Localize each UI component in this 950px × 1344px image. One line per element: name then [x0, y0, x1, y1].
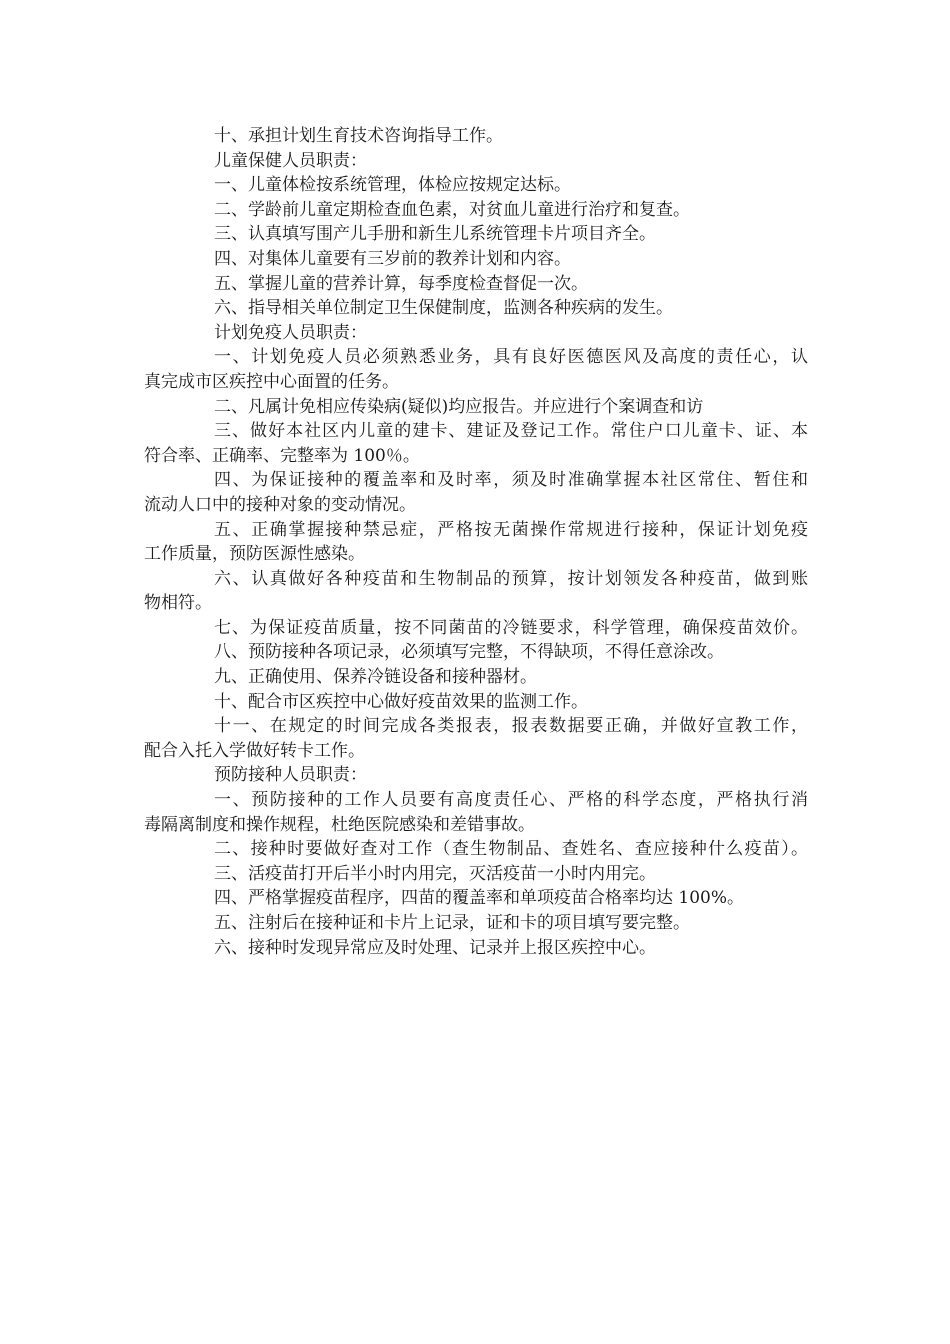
section-heading-vaccination: 预防接种人员职责：	[214, 765, 367, 786]
document-body	[144, 124, 808, 960]
text-line: 一、预防接种的工作人员要有高度责任心、严格的科学态度，严格执行消	[214, 790, 808, 811]
text-line: 二、学龄前儿童定期检查血色素，对贫血儿童进行治疗和复查。	[214, 199, 690, 220]
section-heading-immunization: 计划免疫人员职责：	[214, 322, 367, 343]
text-line: 七、为保证疫苗质量，按不同菌苗的冷链要求，科学管理，确保疫苗效价。	[214, 617, 808, 638]
section-heading-child-health: 儿童保健人员职责：	[214, 150, 367, 171]
text-line: 六、接种时发现异常应及时处理、记录并上报区疾控中心。	[214, 937, 656, 958]
text-line: 三、认真填写围产儿手册和新生儿系统管理卡片项目齐全。	[214, 224, 656, 245]
text-line: 三、做好本社区内儿童的建卡、建证及登记工作。常住户口儿童卡、证、本	[214, 421, 808, 442]
text-line: 二、接种时要做好查对工作（查生物制品、查姓名、查应接种什么疫苗）。	[214, 839, 808, 860]
text-line: 物相符。	[144, 593, 212, 614]
text-line: 五、掌握儿童的营养计算，每季度检查督促一次。	[214, 273, 588, 294]
text-line: 真完成市区疾控中心面置的任务。	[144, 371, 399, 392]
text-line: 十一、在规定的时间完成各类报表，报表数据要正确，并做好宣教工作，	[214, 716, 808, 737]
text-line: 十、配合市区疾控中心做好疫苗效果的监测工作。	[214, 691, 588, 712]
text-line: 毒隔离制度和操作规程，杜绝医院感染和差错事故。	[144, 814, 535, 835]
text-line: 二、凡属计免相应传染病(疑似)均应报告。并应进行个案调查和访	[214, 396, 704, 417]
text-line: 五、注射后在接种证和卡片上记录，证和卡的项目填写要完整。	[214, 913, 690, 933]
text-line: 三、活疫苗打开后半小时内用完，灭活疫苗一小时内用完。	[214, 863, 656, 884]
text-line: 八、预防接种各项记录，必须填写完整，不得缺项，不得任意涂改。	[214, 642, 724, 663]
text-line: 流动人口中的接种对象的变动情况。	[144, 494, 416, 515]
text-line: 符合率、正确率、完整率为 100％。	[144, 445, 420, 466]
text-line: 四、为保证接种的覆盖率和及时率，须及时准确掌握本社区常住、暂住和	[214, 470, 808, 491]
text-line: 九、正确使用、保养冷链设备和接种器材。	[214, 667, 537, 688]
text-line: 工作质量，预防医源性感染。	[144, 544, 365, 565]
text-line: 配合入托入学做好转卡工作。	[144, 740, 365, 761]
text-line: 十、承担计划生育技术咨询指导工作。	[214, 126, 503, 146]
text-line: 四、严格掌握疫苗程序，四苗的覆盖率和单项疫苗合格率均达 100%。	[214, 888, 745, 909]
text-line: 五、正确掌握接种禁忌症，严格按无菌操作常规进行接种，保证计划免疫	[214, 519, 808, 540]
text-line: 四、对集体儿童要有三岁前的教养计划和内容。	[214, 248, 571, 269]
text-line: 六、指导相关单位制定卫生保健制度，监测各种疾病的发生。	[214, 298, 673, 319]
text-line: 一、儿童体检按系统管理，体检应按规定达标。	[214, 175, 571, 196]
text-line: 六、认真做好各种疫苗和生物制品的预算，按计划领发各种疫苗，做到账	[214, 568, 808, 589]
text-line: 一、计划免疫人员必须熟悉业务，具有良好医德医风及高度的责任心，认	[214, 347, 808, 368]
